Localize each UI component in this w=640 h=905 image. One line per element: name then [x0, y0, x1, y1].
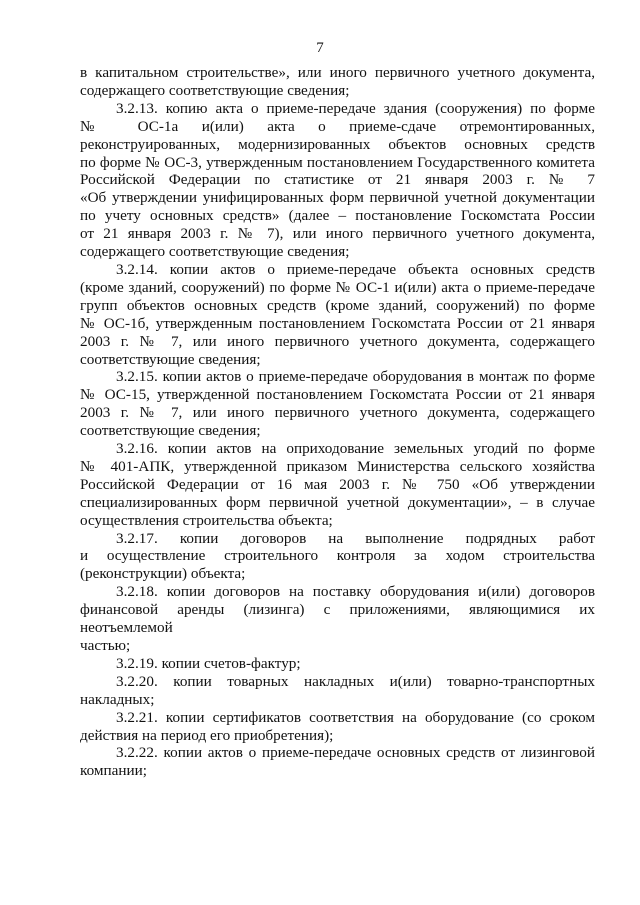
paragraph-line: 3.2.18. копии договоров на поставку оборудования и(или) договоров	[116, 583, 595, 601]
paragraph-line: (реконструкции) объекта;	[80, 565, 246, 583]
paragraph-line: по форме № ОС-3, утвержденным постановлением Государственного комитета	[80, 153, 595, 171]
paragraph-line: 3.2.13. копию акта о приеме-передаче здания (сооружения) по форме	[116, 99, 595, 117]
paragraph-line: 3.2.22. копии актов о приеме-передаче основных средств от лизинговой	[116, 744, 595, 762]
paragraph-line: осуществления строительства объекта;	[80, 511, 333, 529]
paragraph-line: № ОС-1а и(или) акта о приеме-сдаче отремонтированных,	[80, 117, 595, 135]
page-number: 7	[316, 40, 324, 56]
paragraph-line: 3.2.15. копии актов о приеме-передаче оборудования в монтаж по форме	[116, 368, 595, 386]
paragraph-line: финансовой аренды (лизинга) с приложениями, являющимися их неотъемлемой	[80, 601, 595, 637]
paragraph-p6	[80, 583, 595, 655]
paragraph-line: содержащего соответствующие сведения;	[80, 243, 350, 261]
paragraph-line: 3.2.19. копии счетов-фактур;	[116, 654, 301, 672]
paragraph-p5	[80, 530, 595, 584]
paragraph-p0	[80, 64, 595, 100]
paragraph-p7	[80, 655, 595, 673]
paragraph-line: реконструированных, модернизированных объектов основных средств	[80, 135, 595, 153]
paragraph-line: № ОС-15, утвержденной постановлением Госкомстата России от 21 января	[80, 386, 595, 404]
paragraph-line: в капитальном строительстве», или иного первичного учетного документа,	[80, 64, 595, 81]
document-body	[80, 64, 595, 780]
paragraph-line: 3.2.20. копии товарных накладных и(или) товарно-транспортных	[116, 672, 595, 690]
paragraph-line: 2003 г. № 7, или иного первичного учетного документа, содержащего	[80, 332, 595, 350]
paragraph-line: от 21 января 2003 г. № 7), или иного первичного учетного документа,	[80, 225, 595, 243]
paragraph-line: специализированных форм первичной учетной документации», – в случае	[80, 493, 595, 511]
paragraph-line: № 401-АПК, утвержденной приказом Министерства сельского хозяйства	[80, 457, 595, 475]
paragraph-line: соответствующие сведения;	[80, 422, 261, 440]
paragraph-line: № ОС-1б, утвержденным постановлением Госкомстата России от 21 января	[80, 314, 595, 332]
paragraph-line: накладных;	[80, 690, 155, 708]
paragraph-line: действия на период его приобретения);	[80, 726, 334, 744]
paragraph-line: Российской Федерации от 16 мая 2003 г. № 750 «Об утверждении	[80, 475, 595, 493]
paragraph-line: компании;	[80, 762, 147, 780]
paragraph-line: 3.2.17. копии договоров на выполнение подрядных работ	[116, 529, 595, 547]
paragraph-line: частью;	[80, 637, 131, 654]
paragraph-p1	[80, 100, 595, 261]
paragraph-line: Российской Федерации по статистике от 21 января 2003 г. № 7	[80, 171, 595, 189]
paragraph-line: соответствующие сведения;	[80, 350, 261, 368]
paragraph-line: 2003 г. № 7, или иного первичного учетного документа, содержащего	[80, 404, 595, 422]
paragraph-line: содержащего соответствующие сведения;	[80, 81, 350, 99]
paragraph-line: групп объектов основных средств (кроме зданий, сооружений) по форме	[80, 296, 595, 314]
paragraph-p4	[80, 440, 595, 530]
paragraph-line: «Об утверждении унифицированных форм первичной учетной документации	[80, 189, 595, 207]
paragraph-line: (кроме зданий, сооружений) по форме № ОС-1 и(или) акта о приеме-передаче	[80, 278, 595, 296]
paragraph-p2	[80, 261, 595, 368]
paragraph-p10	[80, 744, 595, 780]
paragraph-p9	[80, 709, 595, 745]
paragraph-line: и осуществление строительного контроля за ходом строительства	[80, 547, 595, 565]
paragraph-p8	[80, 673, 595, 709]
paragraph-p3	[80, 368, 595, 440]
paragraph-line: 3.2.16. копии актов на оприходование земельных угодий по форме	[116, 440, 595, 458]
paragraph-line: 3.2.14. копии актов о приеме-передаче объекта основных средств	[116, 260, 595, 278]
paragraph-line: 3.2.21. копии сертификатов соответствия на оборудование (со сроком	[116, 708, 595, 726]
paragraph-line: по учету основных средств» (далее – постановление Госкомстата России	[80, 207, 595, 225]
